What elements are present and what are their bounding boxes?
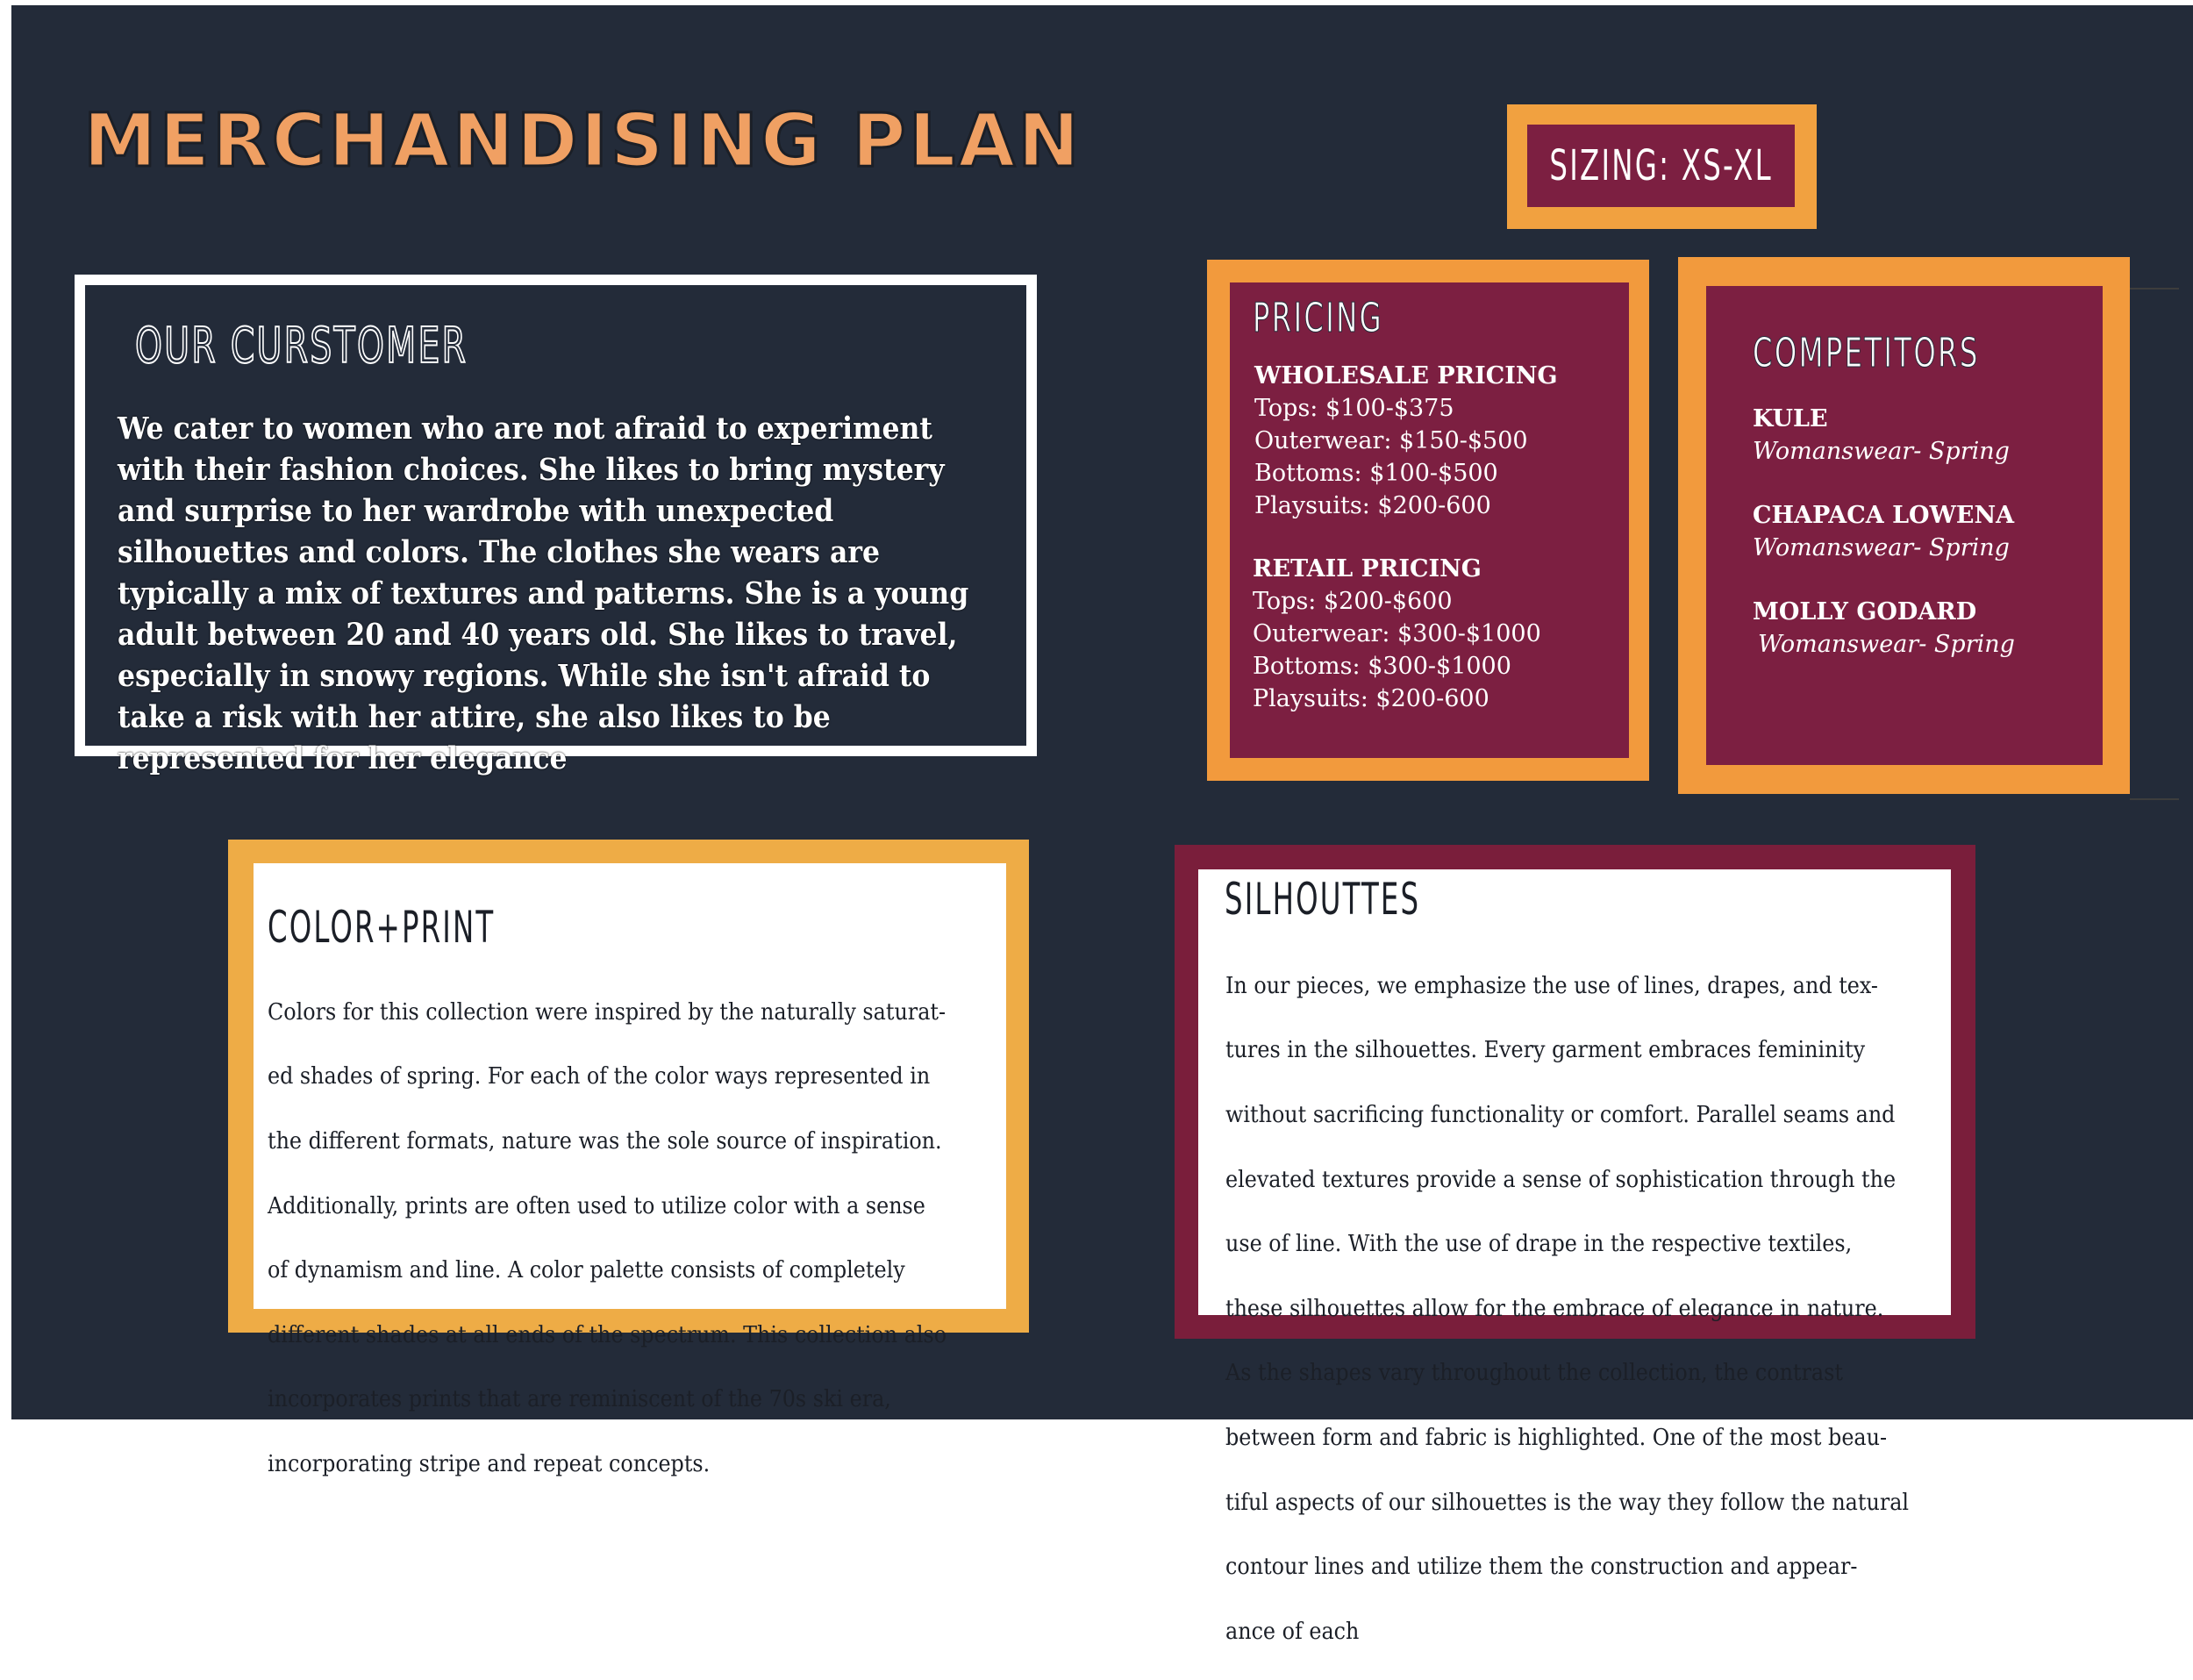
competitor-name: KULE [1753, 405, 1828, 433]
text-line: incorporates prints that are reminiscent of the 70s ski era, [268, 1385, 891, 1413]
customer-description: We cater to women who are not afraid to experiment with their fashion choices. She likes to bring mystery and surprise to her wardrobe with unexpected silhouettes and colors. The clothes she wears are typically a mix of textures and patterns. She is a young adult between 20 and 40 years old. She likes to travel, especially in snowy regions. While she isn't afraid to take a risk with her attire, she also likes to be represented for her elegance [118, 411, 969, 776]
price-item: Tops: $100-$375 [1254, 395, 1454, 422]
competitors-heading: COMPETITORS [1753, 329, 1980, 376]
text-line: tures in the silhouettes. Every garment embraces femininity [1225, 1036, 1866, 1064]
text-line: without sacrificing functionality or comfort. Parallel seams and [1225, 1100, 1896, 1128]
competitor-category: Womanswear- Spring [1753, 438, 2010, 465]
competitor-category: Womanswear- Spring [1758, 631, 2015, 658]
competitor-name: CHAPACA LOWENA [1753, 502, 2015, 529]
text-line: ed shades of spring. For each of the color ways represented in [268, 1062, 931, 1090]
wholesale-pricing-title: WHOLESALE PRICING [1254, 362, 1558, 390]
color-print-heading: COLOR+PRINT [268, 902, 496, 953]
text-line: the different formats, nature was the sole source of inspiration. [268, 1126, 942, 1155]
pricing-heading: PRICING [1253, 294, 1384, 341]
text-line: tiful aspects of our silhouettes is the way they follow the natural [1225, 1488, 1910, 1516]
customer-panel-inner [85, 285, 1026, 776]
text-line: between form and fabric is highlighted. One of the most beau- [1225, 1423, 1888, 1451]
sizing-label: SIZING: XS-XL [1549, 141, 1773, 190]
competitor-category: Womanswear- Spring [1753, 534, 2010, 561]
price-item: Bottoms: $300-$1000 [1253, 653, 1511, 680]
retail-pricing-title: RETAIL PRICING [1253, 555, 1482, 583]
page-title: MERCHANDISING PLAN [83, 97, 1082, 183]
text-line: In our pieces, we emphasize the use of lines, drapes, and tex- [1225, 971, 1878, 999]
divider [2130, 798, 2179, 800]
text-line: different shades at all ends of the spectrum. This collection also [268, 1320, 947, 1348]
text-line: As the shapes vary throughout the collection, the contrast [1225, 1359, 1843, 1387]
color-print-description [268, 964, 946, 1513]
text-line: Colors for this collection were inspired by the naturally saturat- [268, 997, 946, 1026]
price-item: Playsuits: $200-600 [1254, 492, 1491, 519]
price-item: Tops: $200-$600 [1253, 588, 1453, 615]
text-line: elevated textures provide a sense of sophistication through the [1225, 1165, 1897, 1193]
competitor-name: MOLLY GODARD [1753, 598, 1977, 626]
sizing-badge [1527, 125, 1795, 207]
text-line: these silhouettes allow for the embrace of elegance in nature. [1225, 1294, 1884, 1322]
text-line: use of line. With the use of drape in the respective textiles, [1225, 1230, 1853, 1258]
price-item: Outerwear: $300-$1000 [1253, 620, 1541, 647]
price-item: Outerwear: $150-$500 [1254, 427, 1528, 454]
customer-heading: OUR CURSTOMER [135, 318, 468, 375]
retail-pricing-block [1253, 553, 1541, 715]
silhouettes-description [1225, 938, 1909, 1680]
text-line: incorporating stripe and repeat concepts. [268, 1449, 711, 1477]
price-item: Playsuits: $200-600 [1253, 685, 1489, 712]
silhouettes-heading: SILHOUTTES [1225, 874, 1421, 925]
price-item: Bottoms: $100-$500 [1254, 460, 1498, 487]
text-line: ance of each [1225, 1617, 1360, 1645]
wholesale-pricing-block [1254, 360, 1558, 522]
customer-panel [75, 275, 1037, 776]
text-line: Additionally, prints are often used to utilize color with a sense [268, 1191, 925, 1219]
divider [2130, 288, 2179, 290]
text-line: contour lines and utilize them the construction and appear- [1225, 1553, 1858, 1581]
text-line: of dynamism and line. A color palette consists of completely [268, 1256, 905, 1284]
